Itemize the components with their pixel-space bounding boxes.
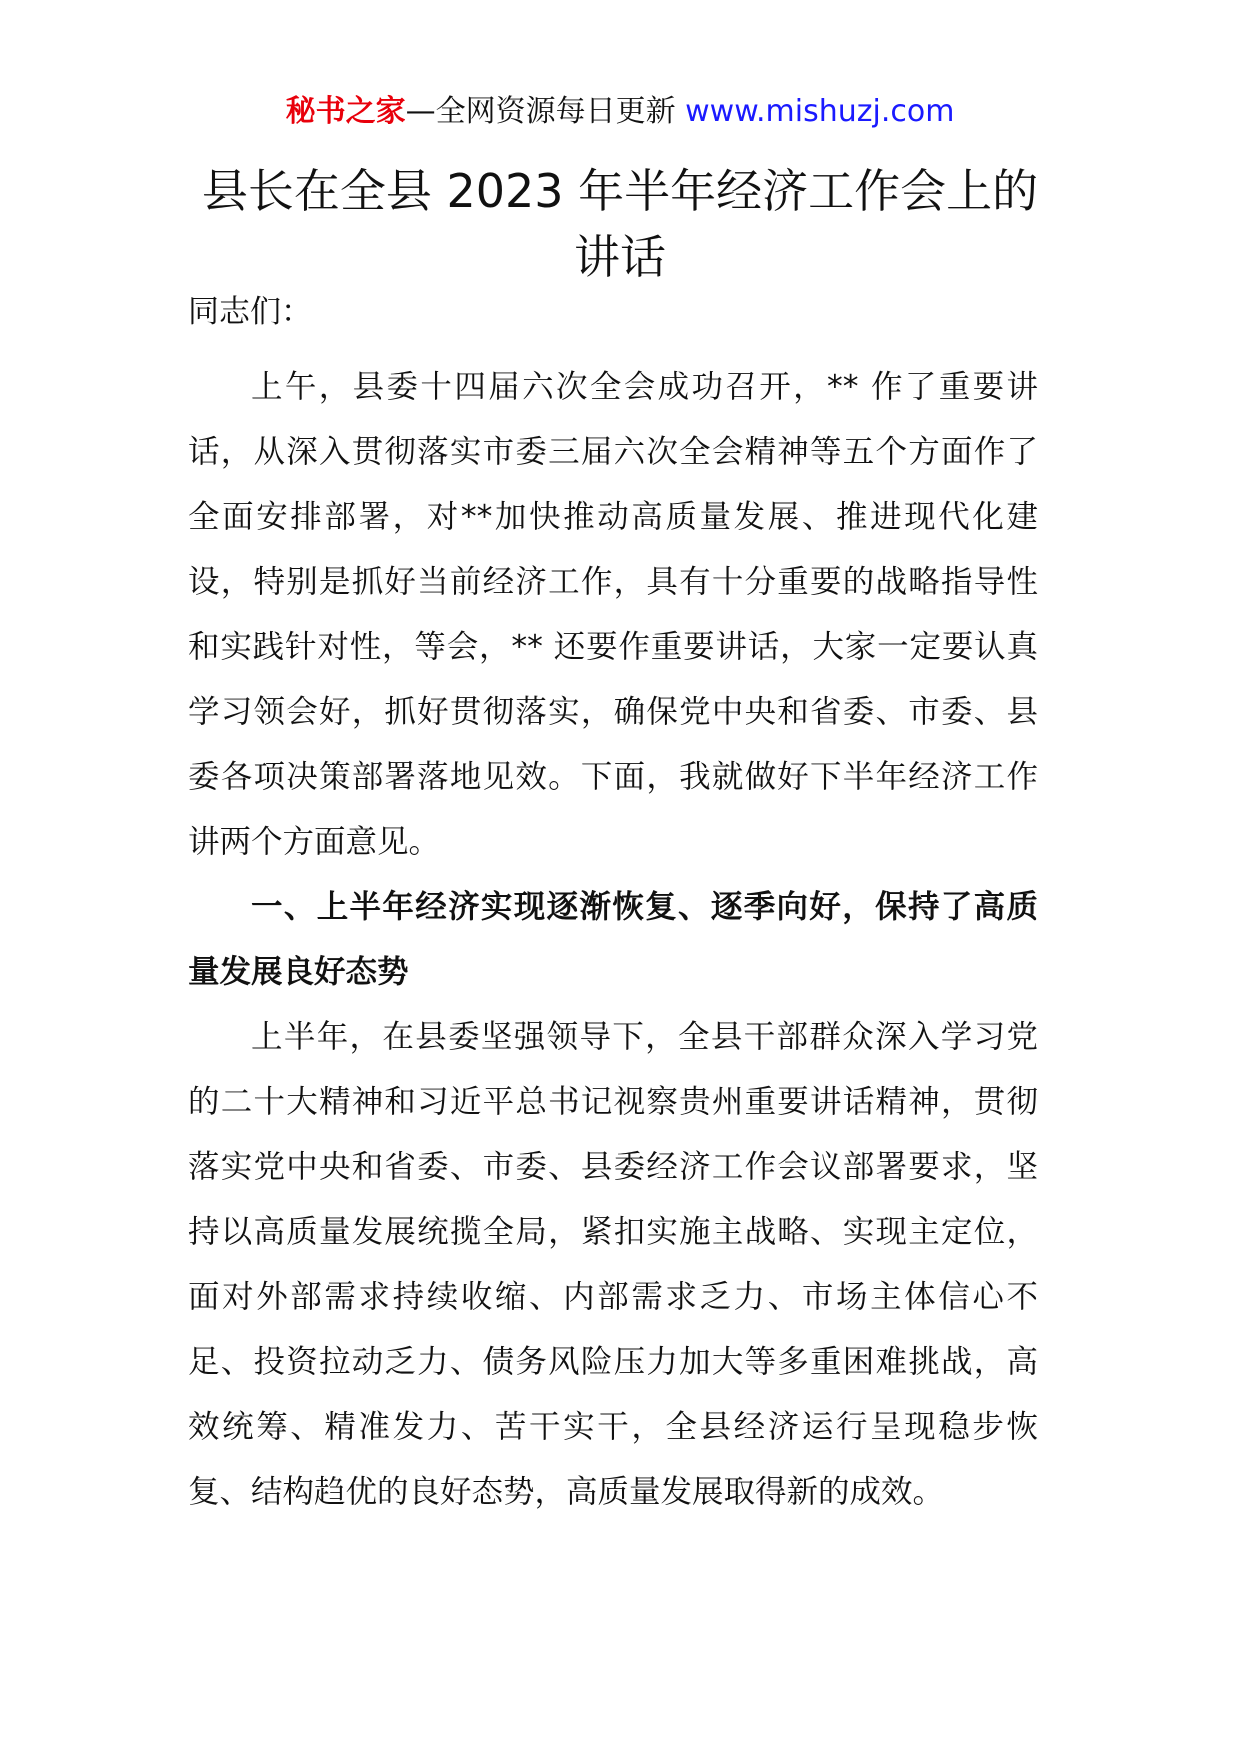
- salutation: 同志们：: [188, 294, 312, 330]
- section-heading-1: 一、上半年经济实现逐渐恢复、逐季向好，保持了高质量发展良好态势: [188, 889, 1038, 990]
- site-url-link[interactable]: www.mishuzj.com: [685, 94, 955, 129]
- paragraph-intro: 上午，县委十四届六次全会成功召开，** 作了重要讲话，从深入贯彻落实市委三届六次全会精神等五个方面作了全面安排部署，对**加快推动高质量发展、推进现代化建设，特别是抓好当前经济工作，具有十分重要的战略指导性和实践针对性，等会，** 还要作重要讲话，大家一定要认真学习领会好，抓好贯彻落实，确保党中央和省委、市委、县委各项决策部署落地见效。下面，我就做好下半年经济工作讲两个方面意见。: [188, 369, 1038, 860]
- site-header: [0, 92, 1240, 132]
- document-title: 县长在全县 2023 年半年经济工作会上的讲话: [201, 164, 1039, 284]
- brand-name: 秘书之家: [285, 94, 406, 129]
- header-tagline: —全网资源每日更新: [405, 94, 686, 129]
- paragraph-section-1: 上半年，在县委坚强领导下，全县干部群众深入学习党的二十大精神和习近平总书记视察贵州重要讲话精神，贯彻落实党中央和省委、市委、县委经济工作会议部署要求，坚持以高质量发展统揽全局，紧扣实施主战略、实现主定位，面对外部需求持续收缩、内部需求乏力、市场主体信心不足、投资拉动乏力、债务风险压力加大等多重困难挑战，高效统筹、精准发力、苦干实干，全县经济运行呈现稳步恢复、结构趋优的良好态势，高质量发展取得新的成效。: [188, 1019, 1038, 1510]
